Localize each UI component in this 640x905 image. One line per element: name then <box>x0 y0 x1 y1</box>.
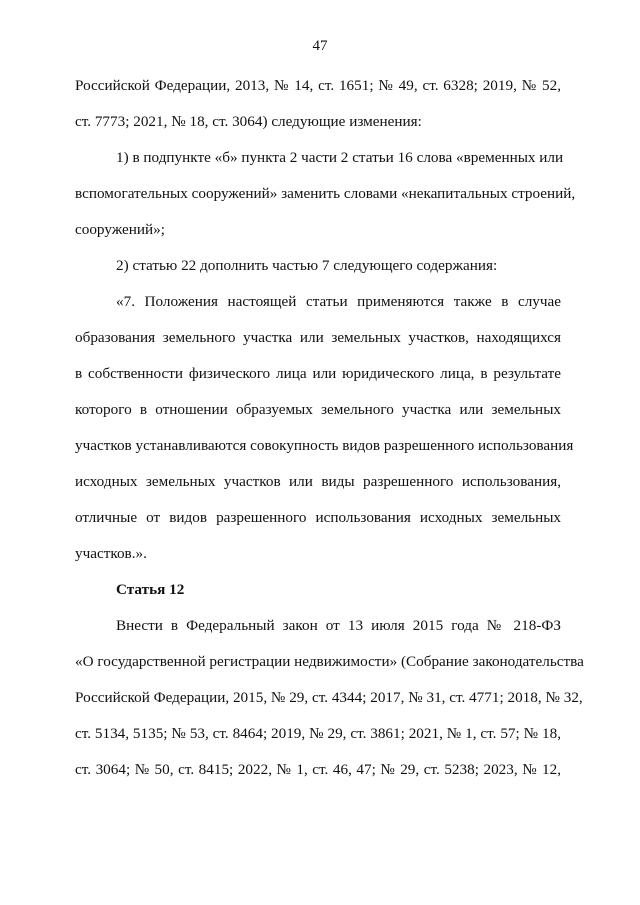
text-line: 1) в подпункте «б» пункта 2 части 2 статьи 16 слова «временных или <box>116 149 564 166</box>
text-line: Российской Федерации, 2015, № 29, ст. 4344; 2017, № 31, ст. 4771; 2018, № 32, <box>75 689 583 706</box>
article-heading: Статья 12 <box>116 581 185 598</box>
text-line: сооружений»; <box>75 221 165 238</box>
text-line: Внести в Федеральный закон от 13 июля 2015 года № 218-ФЗ <box>116 617 561 634</box>
text-line: Российской Федерации, 2013, № 14, ст. 1651; № 49, ст. 6328; 2019, № 52, <box>75 77 561 94</box>
text-line: отличные от видов разрешенного использования исходных земельных <box>75 509 561 526</box>
text-line: ст. 5134, 5135; № 53, ст. 8464; 2019, № 29, ст. 3861; 2021, № 1, ст. 57; № 18, <box>75 725 561 742</box>
page-number: 47 <box>312 38 328 54</box>
text-line: исходных земельных участков или виды разрешенного использования, <box>75 473 561 490</box>
text-line: «7. Положения настоящей статьи применяются также в случае <box>116 293 561 310</box>
text-line: которого в отношении образуемых земельного участка или земельных <box>75 401 561 418</box>
text-line: вспомогательных сооружений» заменить словами «некапитальных строений, <box>75 185 576 202</box>
text-line: участков устанавливаются совокупность видов разрешенного использования <box>75 437 574 454</box>
text-line: образования земельного участка или земельных участков, находящихся <box>75 329 561 346</box>
text-line: ст. 7773; 2021, № 18, ст. 3064) следующие изменения: <box>75 113 422 130</box>
text-line: 2) статью 22 дополнить частью 7 следующего содержания: <box>116 257 498 274</box>
text-line: в собственности физического лица или юридического лица, в результате <box>75 365 561 382</box>
text-line: ст. 3064; № 50, ст. 8415; 2022, № 1, ст. 46, 47; № 29, ст. 5238; 2023, № 12, <box>75 761 561 778</box>
text-line: участков.». <box>75 545 147 562</box>
text-line: «О государственной регистрации недвижимости» (Собрание законодательства <box>75 653 584 670</box>
